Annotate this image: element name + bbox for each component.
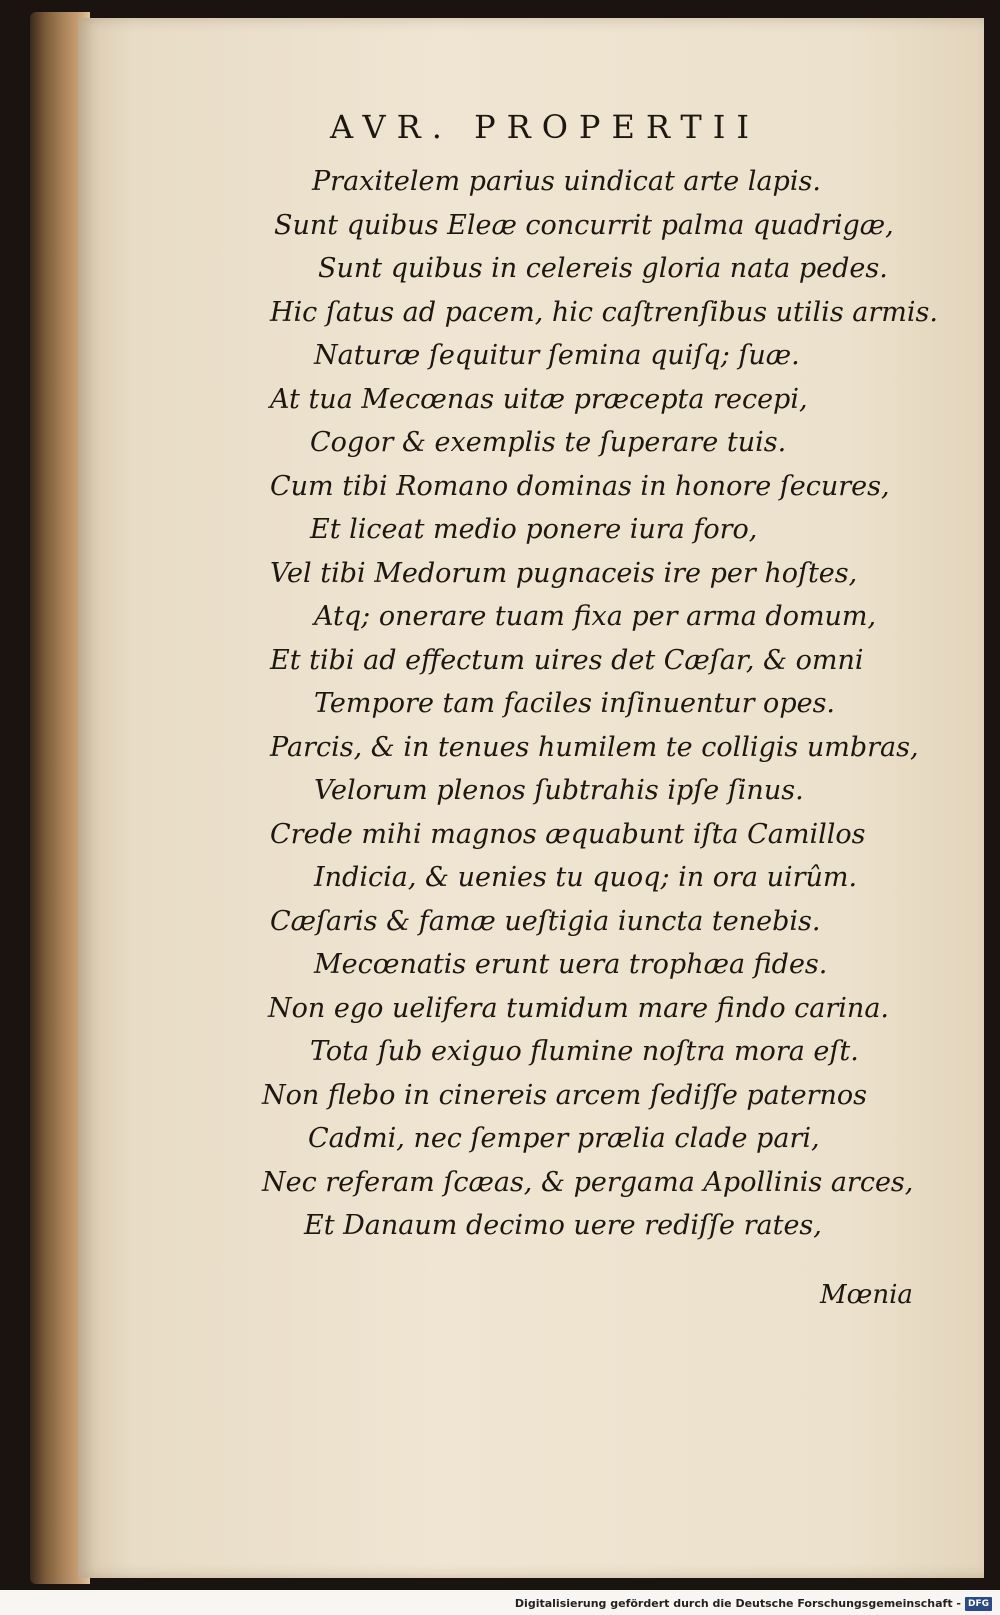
- verse-line: Velorum plenos ſubtrahis ipſe ſinus.: [314, 775, 804, 806]
- verse-line: Cæſaris & famæ ueſtigia iuncta tenebis.: [270, 905, 821, 937]
- verse-line: Cadmi, nec ſemper prælia clade pari,: [308, 1123, 820, 1154]
- verse-line: Vel tibi Medorum pugnaceis ire per hoſtes,: [270, 557, 858, 589]
- catchword: Mœnia: [820, 1280, 913, 1310]
- verse-line: Non flebo in cinereis arcem ſediſſe paternos: [262, 1079, 867, 1111]
- verse-line: Hic ſatus ad pacem, hic caſtrenſibus utilis armis.: [270, 296, 938, 328]
- verse-line: Crede mihi magnos æquabunt iſta Camillos: [270, 818, 866, 850]
- verse-line: Mecœnatis erunt uera trophæa fides.: [314, 949, 828, 980]
- verse-line: At tua Mecœnas uitæ præcepta recepi,: [270, 383, 808, 415]
- verse-line: Nec referam ſcæas, & pergama Apollinis arces,: [262, 1166, 914, 1198]
- verse-line: Et tibi ad effectum uires det Cæſar, & omni: [270, 644, 864, 676]
- verse-line: Tota ſub exiguo flumine noſtra mora eſt.: [310, 1036, 859, 1067]
- verse-line: Parcis, & in tenues humilem te colligis umbras,: [270, 731, 919, 763]
- verse-line: Sunt quibus Eleæ concurrit palma quadrigæ,: [274, 209, 894, 241]
- dfg-logo: DFG: [965, 1597, 992, 1611]
- verse-line: Cum tibi Romano dominas in honore ſecures,: [270, 470, 890, 502]
- verse-line: Indicia, & uenies tu quoq; in ora uirûm.: [314, 862, 858, 893]
- verse-line: Atq; onerare tuam fixa per arma domum,: [314, 601, 877, 632]
- credit-text: Digitalisierung gefördert durch die Deutsche Forschungsgemeinschaft -: [514, 1597, 961, 1610]
- verse-line: Praxitelem parius uindicat arte lapis.: [312, 166, 821, 197]
- verse-block: [0, 160, 1000, 1280]
- verse-line: Naturæ ſequitur ſemina quiſq; ſuæ.: [314, 340, 800, 371]
- verse-line: Et Danaum decimo uere rediſſe rates,: [304, 1210, 822, 1241]
- verse-line: Non ego uelifera tumidum mare findo carina.: [268, 992, 889, 1024]
- running-head: AVR. PROPERTII: [330, 108, 760, 146]
- verse-line: Sunt quibus in celereis gloria nata pedes.: [318, 253, 888, 284]
- digitization-credit: [515, 1596, 992, 1612]
- verse-line: Tempore tam faciles inſinuentur opes.: [314, 688, 836, 719]
- verse-line: Et liceat medio ponere iura foro,: [310, 514, 758, 545]
- verse-line: Cogor & exemplis te ſuperare tuis.: [310, 427, 787, 458]
